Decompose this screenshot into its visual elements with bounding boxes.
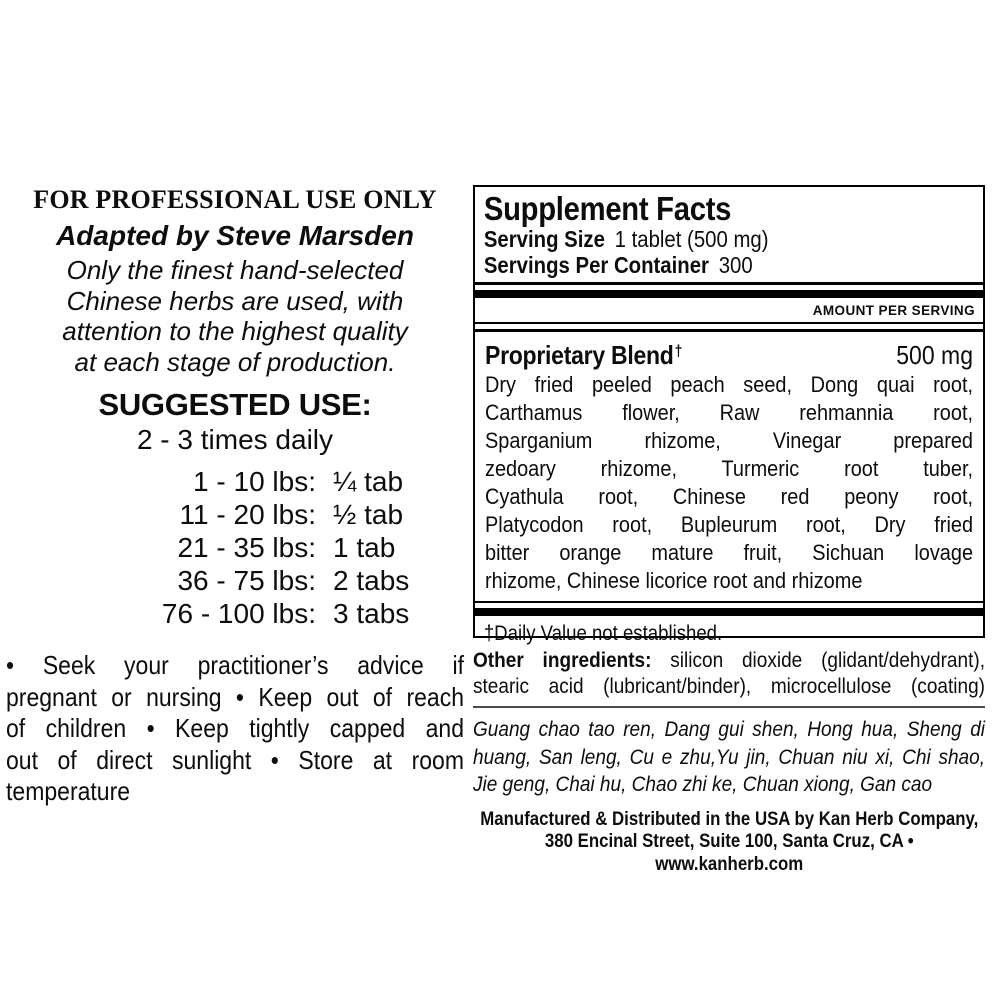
- blend-ingredients-line: bitter orange mature fruit, Sichuan lovage: [485, 539, 974, 565]
- manufacturer-line: 380 Encinal Street, Suite 100, Santa Cruz, CA • www.kanherb.com: [544, 831, 914, 875]
- dosing-weight-range: 76 - 100 lbs:: [161, 598, 316, 629]
- dosing-amount: ½ tab: [333, 499, 404, 530]
- quality-statement-line: at each stage of production.: [74, 346, 396, 377]
- blend-ingredients-line: zedoary rhizome, Turmeric root tuber,: [485, 455, 974, 481]
- left-column: [6, 186, 464, 808]
- dosing-amount: 1 tab: [333, 532, 396, 563]
- dagger-symbol: †: [674, 341, 683, 360]
- quality-statement-line: Chinese herbs are used, with: [66, 285, 404, 316]
- quality-statement: [6, 255, 464, 377]
- serving-size-value: 1 tablet (500 mg): [614, 226, 769, 252]
- suggested-use-heading: SUGGESTED USE:: [98, 387, 372, 422]
- dosing-row: [6, 465, 464, 498]
- blend-amount: 500 mg: [896, 339, 974, 370]
- serving-size-label: Serving Size: [483, 226, 605, 252]
- thick-bar: [475, 608, 983, 616]
- precautions-line: pregnant or nursing • Keep out of reach: [6, 681, 465, 712]
- serving-size-row: [475, 227, 983, 253]
- manufacturer-line: Manufactured & Distributed in the USA by Kan Herb Company,: [480, 808, 978, 830]
- precautions-line: • Seek your practitioner’s advice if: [6, 650, 465, 680]
- dosing-amount: 3 tabs: [333, 598, 410, 629]
- dosing-weight-range: 36 - 75 lbs:: [177, 565, 316, 596]
- dosing-row: [6, 498, 464, 531]
- section-divider: [475, 282, 983, 298]
- blend-name-text: Proprietary Blend: [485, 339, 674, 370]
- servings-per-container-row: [475, 253, 983, 279]
- dosing-row: [6, 597, 464, 630]
- blend-ingredients-line: Platycodon root, Bupleurum root, Dry fried: [485, 511, 974, 537]
- blend-ingredients-line: Dry fried peeled peach seed, Dong quai root,: [485, 371, 974, 397]
- dosing-row: [6, 531, 464, 564]
- pinyin-line: huang, San leng, Cu e zhu,Yu jin, Chuan niu xi, Chi shao,: [473, 744, 986, 769]
- thick-bar: [475, 290, 983, 298]
- blend-name: [485, 336, 682, 371]
- proprietary-blend-row: [485, 336, 973, 371]
- precautions-line: temperature: [6, 776, 131, 806]
- dosing-table: [6, 465, 464, 630]
- dosing-weight-range: 11 - 20 lbs:: [179, 499, 316, 530]
- other-ingredients-line: stearic acid (lubricant/binder), microcellulose (coating): [473, 674, 986, 698]
- pinyin-line: Jie geng, Chai hu, Chao zhi ke, Chuan xiong, Gan cao: [473, 772, 933, 796]
- other-ingredients-paragraph: [473, 647, 985, 699]
- precautions-line: out of direct sunlight • Store at room: [6, 744, 465, 775]
- dosing-amount: ¼ tab: [333, 466, 404, 497]
- other-ingredients-label: Other ingredients:: [473, 648, 652, 672]
- footer-divider: [473, 706, 985, 708]
- blend-ingredients-line: Carthamus flower, Raw rehmannia root,: [485, 399, 974, 425]
- blend-ingredients-line: Sparganium rhizome, Vinegar prepared: [485, 427, 974, 453]
- precautions-line: of children • Keep tightly capped and: [6, 713, 465, 743]
- daily-value-note: †Daily Value not established.: [483, 622, 723, 646]
- pinyin-line: Guang chao tao ren, Dang gui shen, Hong hua, Sheng di: [473, 717, 986, 741]
- supplement-facts-title: Supplement Facts: [483, 190, 732, 227]
- dosing-row: [6, 564, 464, 597]
- section-divider: [475, 601, 983, 617]
- quality-statement-line: Only the finest hand-selected: [66, 255, 404, 285]
- precautions-paragraph: [6, 650, 464, 808]
- section-divider: [475, 322, 983, 332]
- pinyin-ingredients: [473, 716, 985, 799]
- blend-ingredients-line: Cyathula root, Chinese red peony root,: [485, 483, 974, 509]
- supplement-facts-panel: [473, 185, 985, 646]
- adapted-by-line: Adapted by Steve Marsden: [56, 220, 414, 251]
- servings-per-container-label: Servings Per Container: [483, 251, 709, 278]
- other-ingredients-value: silicon dioxide (glidant/dehydrant),: [670, 648, 986, 672]
- blend-ingredients-line: rhizome, Chinese licorice root and rhizome: [485, 567, 863, 593]
- proprietary-blend-section: [475, 332, 983, 601]
- manufacturer-info: [473, 809, 985, 877]
- dosing-weight-range: 1 - 10 lbs:: [193, 466, 316, 497]
- dosing-frequency: 2 - 3 times daily: [136, 424, 334, 455]
- dosing-weight-range: 21 - 35 lbs:: [177, 532, 316, 563]
- amount-per-serving-label: AMOUNT PER SERVING: [812, 302, 975, 318]
- right-column-footer: [473, 647, 985, 876]
- professional-use-heading: FOR PROFESSIONAL USE ONLY: [33, 185, 437, 214]
- quality-statement-line: attention to the highest quality: [62, 316, 408, 346]
- servings-per-container-value: 300: [718, 251, 753, 278]
- dosing-amount: 2 tabs: [333, 565, 410, 596]
- other-ingredients-line: [473, 647, 985, 673]
